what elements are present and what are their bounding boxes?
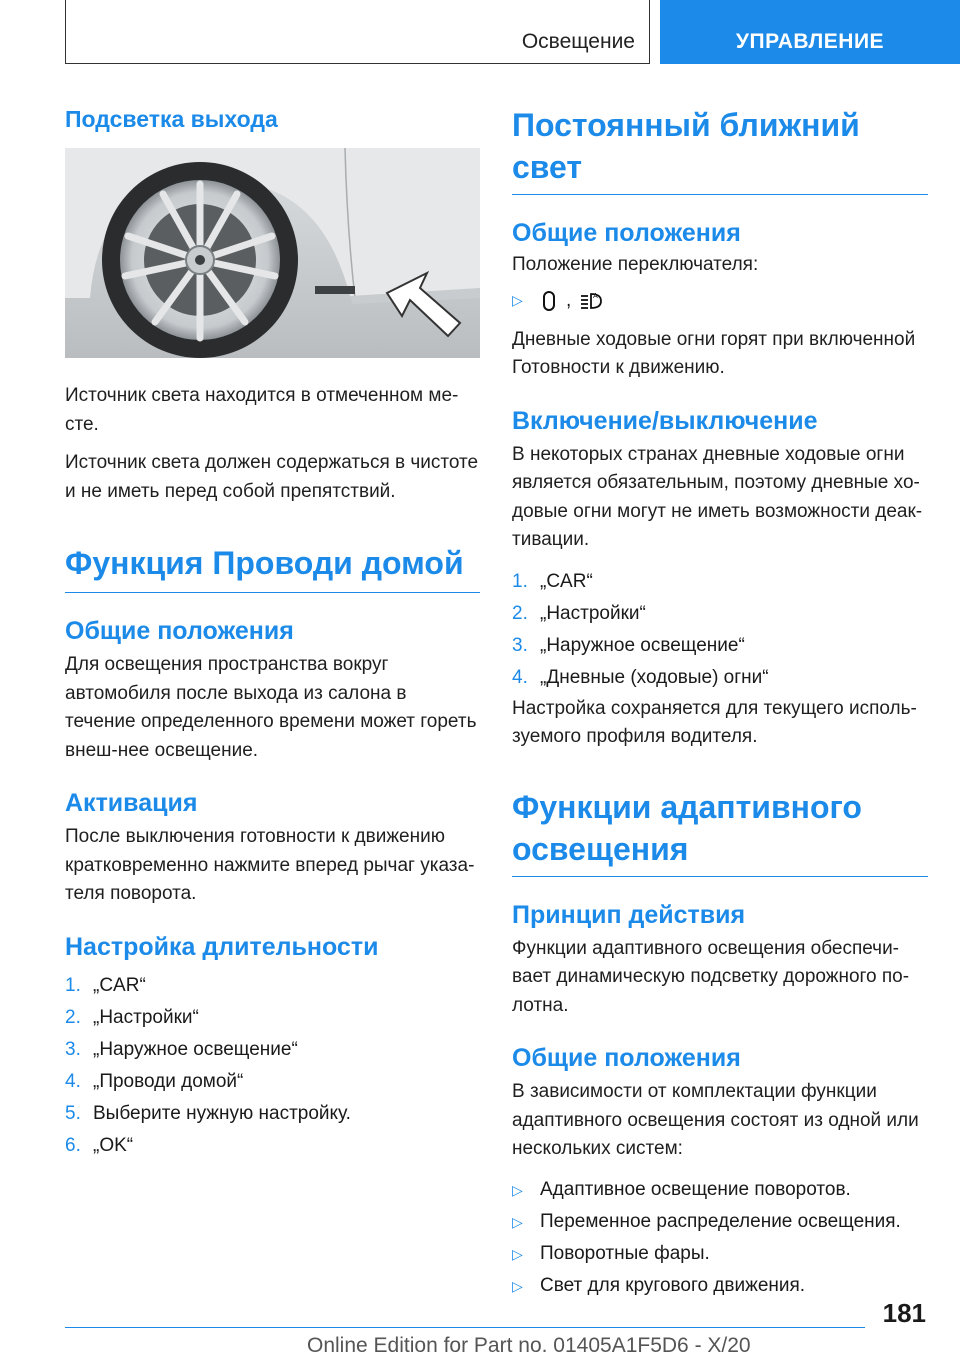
list-item: [512, 567, 928, 597]
list-item: [512, 1208, 928, 1236]
header-section-box: [65, 0, 650, 64]
bullet-triangle-icon: ▷: [512, 1277, 523, 1294]
heading-duration-setting: Настройка длительности: [65, 932, 379, 961]
drl-text: Дневные ходовые огни горят при включенной Готовности к движению.: [512, 328, 916, 378]
header-chapter-title: УПРАВЛЕНИЕ: [735, 30, 885, 53]
heading-general-right: Общие положения: [512, 219, 741, 247]
header-chapter-tab: [660, 0, 960, 64]
bullet-triangle-icon: ▷: [512, 1181, 523, 1198]
step-number: 4.: [65, 1070, 81, 1092]
step-number: 4.: [512, 666, 528, 688]
step-text: „Дневные (ходовые) огни“: [540, 666, 769, 688]
bullet-triangle-icon: ▷: [512, 292, 523, 308]
heading-on-off: Включение/выключение: [512, 406, 818, 435]
step-number: 3.: [65, 1038, 81, 1060]
general-adaptive-text: В зависимости от комплектации функции адаптивного освещения состоят из одной или нескольких систем:: [512, 1081, 919, 1159]
list-item: [512, 1272, 928, 1300]
drl-steps-list: [512, 567, 928, 693]
step-number: 2.: [512, 602, 528, 624]
activation-text: После выключения готовности к движению кратковременно нажмите вперед рычаг указа-теля поворота.: [65, 826, 475, 904]
step-text: „OK“: [93, 1134, 134, 1156]
bullet-triangle-icon: ▷: [512, 1213, 523, 1230]
step-text: „Настройки“: [93, 1006, 199, 1028]
switch-positions-row: [512, 284, 928, 318]
step-text: „Проводи домой“: [93, 1070, 244, 1092]
bullet-text: Переменное распределение освещения.: [540, 1210, 901, 1232]
duration-steps-list: [65, 971, 480, 1161]
step-number: 2.: [65, 1006, 81, 1028]
page-number: 181: [882, 1298, 926, 1328]
list-item: [512, 1240, 928, 1268]
step-text: „CAR“: [540, 570, 593, 592]
step-text: „Наружное освещение“: [540, 634, 745, 656]
step-text: Выберите нужную настройку.: [93, 1102, 351, 1124]
car-wheel-illustration: [65, 148, 480, 358]
list-item: [65, 1067, 480, 1097]
step-number: 1.: [512, 570, 528, 592]
heading-permanent-low-beam: Постоянный ближний свет: [512, 104, 928, 195]
list-item: [65, 1131, 480, 1161]
step-number: 3.: [512, 634, 528, 656]
step-number: 1.: [65, 974, 81, 996]
edition-footer: Online Edition for Part no. 01405A1F5D6 - X/20: [307, 1334, 751, 1357]
switch-separator: ,: [566, 289, 572, 311]
step-text: „Наружное освещение“: [93, 1038, 298, 1060]
step-text: „Настройки“: [540, 602, 646, 624]
list-item: [65, 1099, 480, 1129]
automatic-headlight-icon: [579, 290, 605, 312]
car-wheel-photo: [65, 148, 480, 358]
heading-exit-light: Подсветка выхода: [65, 106, 278, 132]
general-left-text: Для освещения пространства вокруг автомобиля после выхода из салона в течение определенного времени может гореть внеш-нее освещение.: [65, 654, 477, 761]
setting-saved-text: Настройка сохраняется для текущего исполь-зуемого профиля водителя.: [512, 697, 917, 747]
bullet-text: Адаптивное освещение поворотов.: [540, 1178, 851, 1200]
header-section-title: Освещение: [521, 30, 635, 53]
step-number: 5.: [65, 1102, 81, 1124]
on-off-text: В некоторых странах дневные ходовые огни является обязательным, поэтому дневные хо-довые огни могут не иметь возможности деак-тивации.: [512, 443, 923, 550]
step-number: 6.: [65, 1134, 81, 1156]
bullet-text: Свет для кругового движения.: [540, 1274, 806, 1296]
footer-divider: [65, 1327, 865, 1328]
bullet-triangle-icon: ▷: [512, 1245, 523, 1262]
list-item: [512, 599, 928, 629]
adaptive-systems-list: [512, 1176, 928, 1300]
list-item: [65, 1035, 480, 1065]
list-item: [512, 1176, 928, 1204]
exit-light-clean-text: Источник света должен содержаться в чистоте и не иметь перед собой препятствий.: [65, 452, 479, 502]
list-item: [65, 1003, 480, 1033]
list-item: [512, 631, 928, 661]
list-item: [65, 971, 480, 1001]
list-item: [512, 663, 928, 693]
svg-text:A: A: [593, 291, 599, 300]
switch-position-text: Положение переключателя:: [512, 254, 759, 275]
principle-text: Функции адаптивного освещения обеспечи-вает динамическую подсветку дорожного по-лотна.: [512, 937, 910, 1016]
right-column: [512, 104, 928, 1304]
heading-general-left: Общие положения: [65, 617, 294, 645]
step-text: „CAR“: [93, 974, 146, 996]
exit-light-location-text: Источник света находится в отмеченном ме-сте.: [65, 385, 459, 435]
bullet-text: Поворотные фары.: [540, 1242, 710, 1264]
heading-general-adaptive: Общие положения: [512, 1044, 741, 1072]
power-off-icon: [540, 290, 558, 312]
heading-activation: Активация: [65, 789, 198, 817]
heading-principle: Принцип действия: [512, 900, 746, 929]
heading-adaptive-lighting: Функции адаптивного освещения: [512, 786, 928, 877]
left-column: [65, 104, 480, 1163]
heading-follow-me-home: Функция Проводи домой: [65, 542, 480, 593]
